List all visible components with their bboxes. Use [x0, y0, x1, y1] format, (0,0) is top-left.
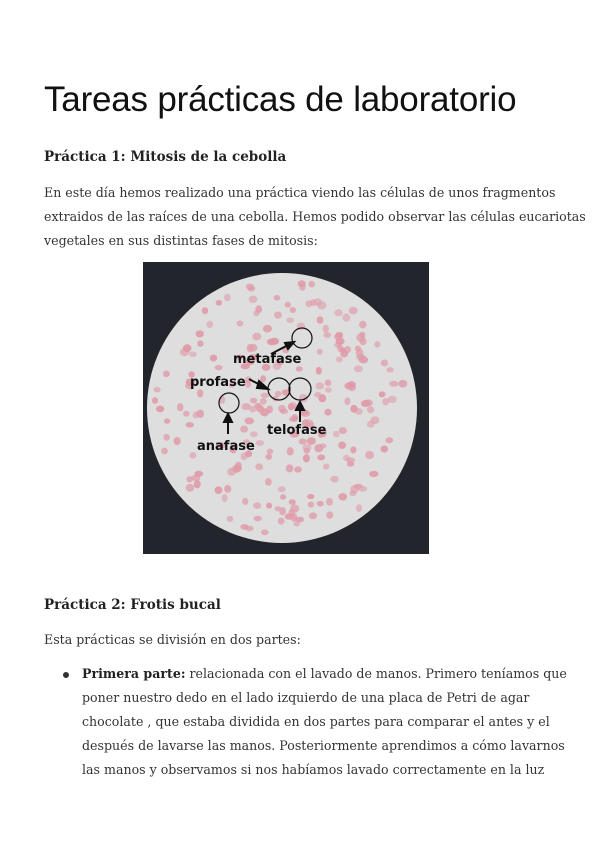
- cell-nucleus: [260, 375, 266, 382]
- cell-nucleus: [227, 516, 234, 522]
- cell-nucleus: [164, 418, 171, 423]
- cell-nucleus: [245, 417, 255, 424]
- cell-nucleus: [354, 366, 363, 373]
- cell-nucleus: [285, 302, 291, 308]
- cell-nucleus: [202, 307, 208, 314]
- cell-nucleus: [314, 444, 323, 452]
- cell-nucleus: [374, 341, 380, 348]
- cell-nucleus: [356, 334, 365, 342]
- cell-nucleus: [349, 491, 356, 496]
- cell-nucleus: [301, 410, 311, 417]
- cell-nucleus: [265, 478, 272, 486]
- cell-nucleus: [336, 357, 343, 363]
- cell-nucleus: [245, 526, 254, 532]
- cell-nucleus: [224, 294, 231, 302]
- cell-nucleus: [350, 446, 356, 453]
- cell-nucleus: [317, 454, 325, 460]
- cell-nucleus: [318, 394, 326, 402]
- cell-nucleus: [242, 498, 248, 505]
- cell-nucleus: [317, 349, 323, 355]
- cell-nucleus: [324, 332, 332, 338]
- cell-nucleus: [379, 391, 386, 397]
- cell-nucleus: [287, 447, 294, 455]
- cell-nucleus: [334, 309, 342, 316]
- cell-nucleus: [334, 342, 341, 347]
- cell-nucleus: [316, 367, 322, 375]
- cell-nucleus: [369, 471, 378, 477]
- cell-nucleus: [367, 421, 375, 428]
- cell-nucleus: [326, 511, 333, 518]
- cell-nucleus: [279, 507, 286, 515]
- cell-nucleus: [325, 380, 332, 387]
- cell-nucleus: [256, 440, 264, 446]
- cell-nucleus: [325, 387, 332, 393]
- cell-nucleus: [183, 344, 192, 352]
- list-item-text: relacionada con el lavado de manos. Primero teníamos que: [185, 666, 567, 681]
- cell-nucleus: [161, 448, 168, 455]
- cell-nucleus: [317, 316, 324, 324]
- cell-nucleus: [309, 512, 317, 519]
- cell-nucleus: [294, 466, 302, 472]
- cell-nucleus: [197, 340, 203, 346]
- cell-nucleus: [250, 398, 258, 404]
- cell-nucleus: [249, 344, 258, 352]
- cell-nucleus: [361, 400, 370, 407]
- cell-nucleus: [186, 484, 194, 492]
- cell-nucleus: [338, 442, 346, 449]
- cell-nucleus: [275, 391, 282, 397]
- cell-nucleus: [266, 503, 272, 509]
- cell-nucleus: [186, 422, 194, 428]
- cell-nucleus: [389, 381, 398, 387]
- cell-nucleus: [174, 437, 181, 445]
- list-item-line: chocolate , que estaba dividida en dos partes para comparar el antes y el: [82, 714, 550, 729]
- cell-nucleus: [342, 314, 350, 322]
- cell-nucleus: [224, 485, 231, 493]
- cell-nucleus: [303, 444, 312, 451]
- cell-nucleus: [237, 321, 244, 327]
- cell-nucleus: [215, 365, 223, 370]
- cell-nucleus: [286, 318, 294, 323]
- list-item: [44, 662, 567, 782]
- list-item-line: las manos y observamos si nos habíamos lavado correctamente en la luz: [82, 762, 545, 777]
- cell-nucleus: [303, 454, 310, 462]
- cell-nucleus: [365, 451, 374, 459]
- cell-nucleus: [266, 454, 273, 460]
- cell-nucleus: [189, 452, 196, 459]
- practica-1-paragraph: [44, 181, 586, 253]
- cell-nucleus: [152, 397, 158, 404]
- cell-nucleus: [183, 411, 189, 417]
- cell-nucleus: [385, 437, 393, 443]
- cell-nucleus: [346, 457, 355, 462]
- anafase-label: anafase: [197, 439, 255, 454]
- cell-nucleus: [356, 354, 365, 360]
- cell-nucleus: [222, 494, 228, 502]
- practica-2-intro: Esta prácticas se división en dos partes:: [44, 632, 301, 647]
- list-item-bold-label: Primera parte:: [82, 666, 186, 681]
- practica-1-heading: Práctica 1: Mitosis de la cebolla: [44, 149, 287, 165]
- cell-nucleus: [197, 389, 203, 397]
- cell-nucleus: [267, 449, 273, 455]
- cell-nucleus: [260, 398, 267, 404]
- cell-nucleus: [339, 427, 347, 434]
- cell-nucleus: [266, 406, 273, 414]
- cell-nucleus: [280, 494, 286, 500]
- cell-nucleus: [296, 366, 303, 371]
- cell-nucleus: [296, 517, 304, 523]
- cell-nucleus: [388, 396, 397, 403]
- telofase-label: telofase: [267, 423, 327, 438]
- cell-nucleus: [317, 301, 326, 309]
- cell-nucleus: [323, 464, 329, 470]
- bullet-icon: [63, 672, 69, 678]
- cell-nucleus: [177, 403, 184, 411]
- cell-nucleus: [207, 321, 214, 328]
- cell-nucleus: [163, 371, 170, 378]
- list-item-line: poner nuestro dedo en el lado izquierdo de una placa de Petri de agar: [82, 690, 530, 705]
- cell-nucleus: [254, 516, 262, 521]
- cell-nucleus: [359, 321, 366, 329]
- cell-nucleus: [350, 405, 357, 413]
- cell-nucleus: [347, 381, 356, 388]
- cell-nucleus: [307, 437, 316, 445]
- profase-label: profase: [190, 375, 246, 390]
- cell-nucleus: [286, 464, 294, 472]
- list-item-line: después de lavarse las manos. Posteriormente aprendimos a cómo lavarnos: [82, 738, 565, 753]
- cell-nucleus: [381, 446, 389, 453]
- cell-nucleus: [344, 397, 350, 405]
- cell-nucleus: [356, 504, 362, 512]
- cell-nucleus: [278, 518, 285, 525]
- cell-nucleus: [227, 468, 235, 476]
- cell-nucleus: [278, 486, 286, 492]
- cell-nucleus: [154, 387, 161, 393]
- cell-nucleus: [326, 498, 333, 506]
- cell-nucleus: [156, 406, 164, 413]
- cell-nucleus: [317, 501, 324, 507]
- paragraph-line: En este día hemos realizado una práctica viendo las células de unos fragmentos: [44, 185, 556, 200]
- cell-nucleus: [386, 367, 393, 372]
- cell-nucleus: [339, 493, 348, 500]
- micrograph-svg: [143, 262, 429, 554]
- practica-2-heading: Práctica 2: Frotis bucal: [44, 597, 221, 613]
- cell-nucleus: [299, 283, 305, 291]
- cell-nucleus: [289, 402, 297, 409]
- cell-nucleus: [292, 414, 299, 422]
- cell-nucleus: [252, 333, 261, 341]
- cell-nucleus: [274, 295, 281, 301]
- cell-nucleus: [186, 476, 193, 482]
- cell-nucleus: [263, 325, 272, 333]
- cell-nucleus: [285, 513, 293, 519]
- cell-nucleus: [216, 300, 222, 306]
- paragraph-line: vegetales en sus distintas fases de mitosis:: [44, 233, 318, 248]
- metafase-label: metafase: [233, 352, 302, 367]
- cell-nucleus: [309, 281, 315, 288]
- practica-2-parts-list: [44, 662, 567, 782]
- mitosis-micrograph: [143, 262, 429, 554]
- cell-nucleus: [210, 355, 217, 362]
- cell-nucleus: [163, 434, 169, 441]
- cell-nucleus: [290, 307, 296, 313]
- cell-nucleus: [245, 380, 251, 388]
- cell-nucleus: [267, 339, 277, 346]
- cell-nucleus: [261, 529, 269, 535]
- cell-nucleus: [398, 380, 407, 388]
- cell-nucleus: [274, 312, 282, 319]
- cell-nucleus: [335, 332, 343, 338]
- cell-nucleus: [255, 463, 263, 470]
- paragraph-line: extraidos de las raíces de una cebolla. Hemos podido observar las células eucariotas: [44, 209, 586, 224]
- cell-nucleus: [248, 286, 256, 292]
- cell-nucleus: [299, 438, 307, 444]
- cell-nucleus: [324, 409, 331, 416]
- cell-nucleus: [250, 431, 258, 437]
- cell-nucleus: [316, 382, 325, 389]
- cell-nucleus: [196, 410, 204, 418]
- cell-nucleus: [253, 310, 259, 316]
- cell-nucleus: [323, 325, 329, 333]
- cell-nucleus: [333, 431, 340, 438]
- cell-nucleus: [381, 360, 388, 367]
- cell-nucleus: [308, 502, 314, 508]
- cell-nucleus: [307, 494, 314, 499]
- cell-nucleus: [240, 426, 248, 433]
- cell-nucleus: [261, 393, 269, 399]
- cell-nucleus: [289, 499, 296, 505]
- cell-nucleus: [215, 486, 223, 494]
- cell-nucleus: [253, 502, 261, 509]
- list-item-line: [82, 662, 567, 686]
- page-title: Tareas prácticas de laboratorio: [44, 80, 517, 119]
- cell-nucleus: [189, 352, 197, 357]
- cell-nucleus: [349, 307, 358, 315]
- cell-nucleus: [290, 505, 299, 513]
- cell-nucleus: [310, 299, 316, 306]
- cell-nucleus: [278, 405, 286, 413]
- cell-nucleus: [249, 296, 258, 303]
- cell-nucleus: [330, 476, 338, 483]
- cell-nucleus: [196, 330, 204, 337]
- cell-nucleus: [194, 480, 201, 488]
- cell-nucleus: [367, 406, 374, 413]
